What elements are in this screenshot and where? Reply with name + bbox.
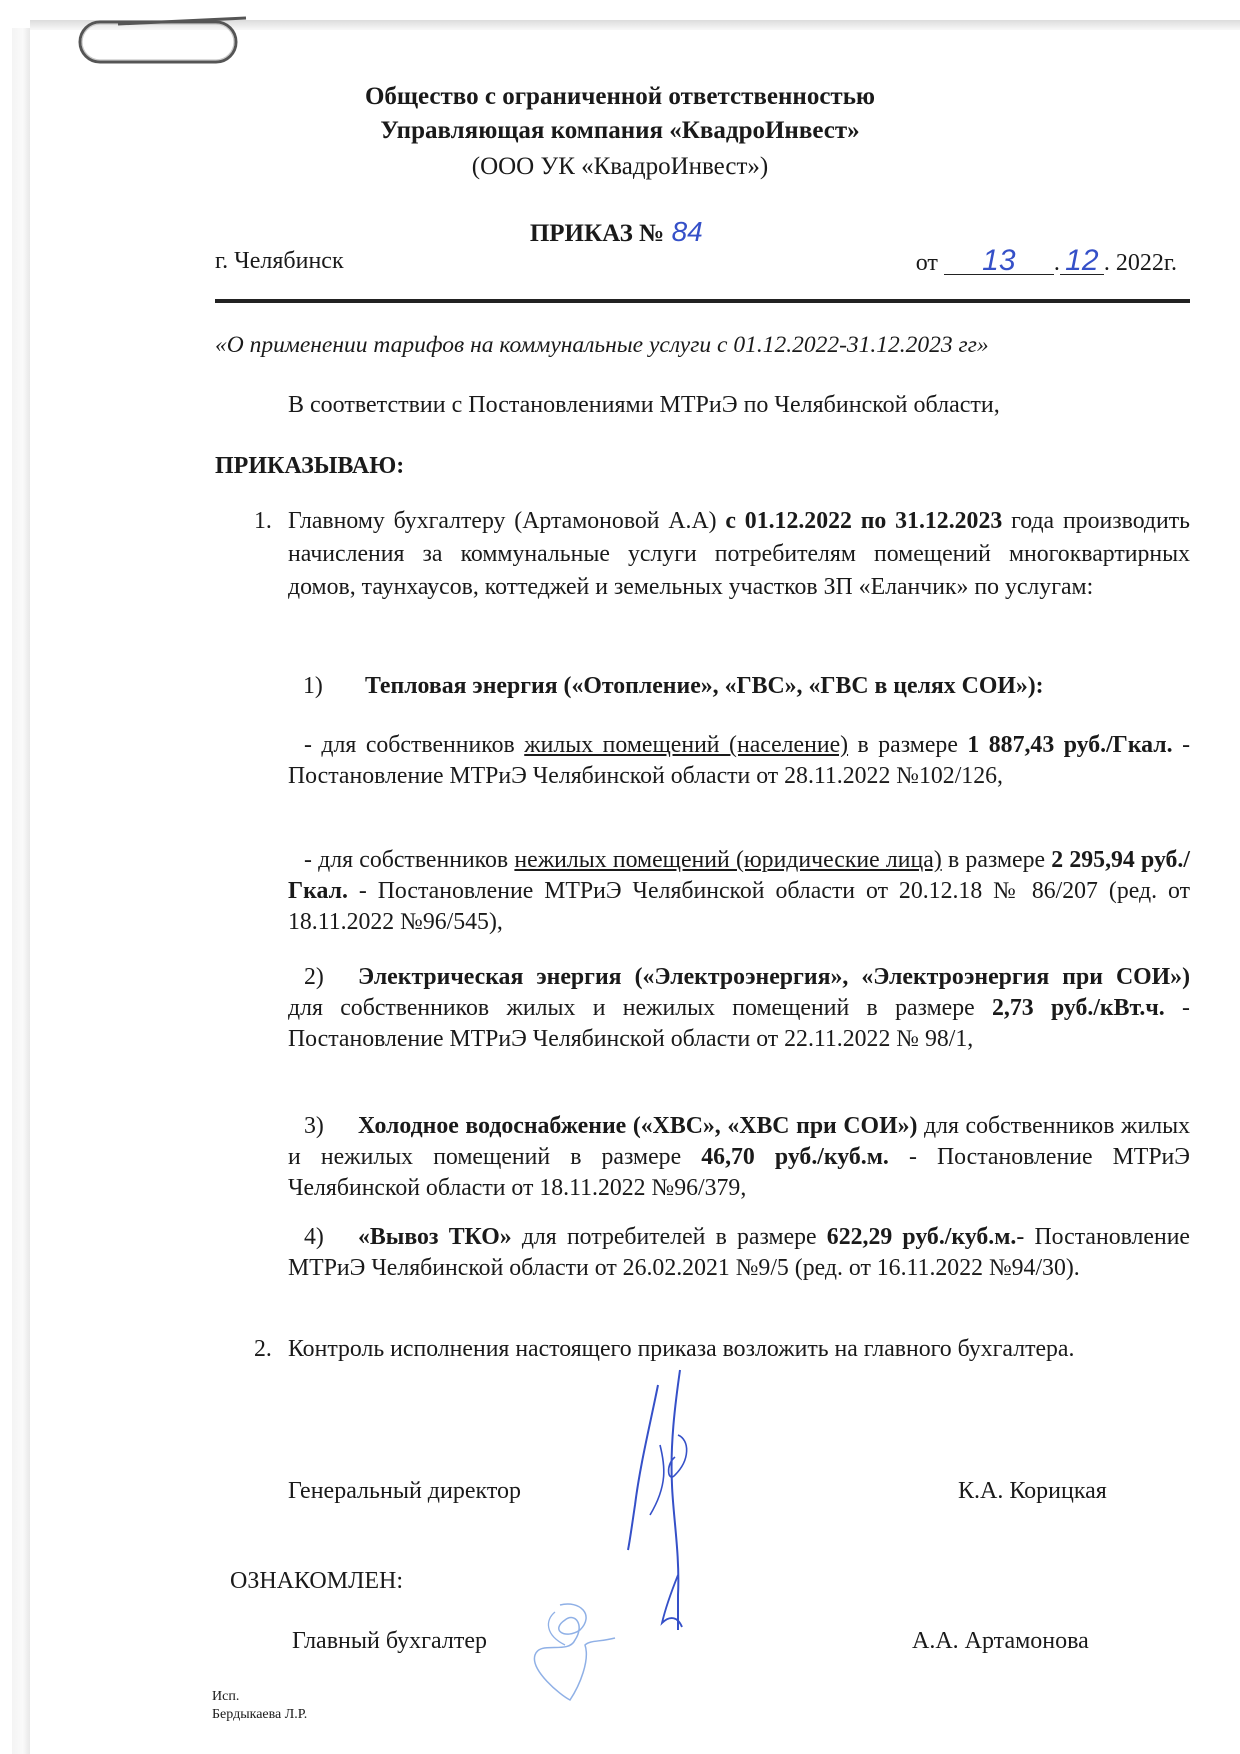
service-4: [288, 1222, 1190, 1284]
director-name: К.А. Корицкая: [958, 1478, 1107, 1504]
service-4-number: 4): [304, 1224, 324, 1250]
org-name-line2: Управляющая компания «КвадроИнвест»: [380, 117, 860, 144]
executor-name: Бердыкаева Л.Р.: [212, 1707, 308, 1722]
org-short-name: (ООО УК «КвадроИнвест»): [471, 153, 769, 180]
page-edge-left: [12, 28, 30, 1754]
service-1-heading: [288, 671, 1190, 702]
service-3-amount: 46,70 руб./куб.м.: [701, 1144, 889, 1170]
date-year: . 2022г.: [1103, 250, 1177, 276]
accountant-title: Главный бухгалтер: [292, 1628, 487, 1654]
order-item-1: [254, 505, 1190, 604]
acquainted-label: ОЗНАКОМЛЕН:: [230, 1568, 404, 1594]
order-title: [0, 216, 1240, 248]
service-2-title: Электрическая энергия («Электроэнергия», «Электроэнергия при СОИ»): [358, 964, 1190, 990]
executor-label: Исп.: [212, 1689, 240, 1704]
rate-amount: 1 887,43 руб./Гкал.: [967, 732, 1173, 758]
item-2-number: 2.: [254, 1336, 272, 1362]
rate-legal-basis: - Постановление МТРиЭ Челябинской области от 20.12.18 № 86/207 (ред. от 18.11.2022 №96/545),: [288, 878, 1190, 935]
service-1-title: Тепловая энергия («Отопление», «ГВС», «ГВС в целях СОИ»):: [364, 673, 1044, 699]
service-3-number: 3): [304, 1113, 324, 1139]
city: г. Челябинск: [215, 248, 344, 274]
rate-mid: в размере: [848, 732, 968, 758]
accountant-signature: [520, 1600, 640, 1705]
service-4-amount: 622,29 руб./куб.м.: [826, 1224, 1017, 1250]
service-2-legal-basis: - Постановление МТРиЭ Челябинской области от 22.11.2022 № 98/1,: [288, 995, 1190, 1052]
org-name-line1: Общество с ограниченной ответственностью: [364, 83, 876, 110]
header-divider: [215, 299, 1190, 303]
item-2-text: Контроль исполнения настоящего приказа возложить на главного бухгалтера.: [288, 1336, 1075, 1362]
service-1-rate-nonresidential: [288, 845, 1190, 938]
rate-category: нежилых помещений (юридические лица): [514, 847, 942, 873]
intro-text: В соответствии с Постановлениями МТРиЭ по Челябинской области,: [288, 392, 1000, 418]
service-3-title: Холодное водоснабжение («ХВС», «ХВС при СОИ»): [358, 1113, 918, 1139]
service-4-mid: для потребителей в размере: [511, 1224, 827, 1250]
service-4-legal-basis: - Постановление МТРиЭ Челябинской области от 26.02.2021 №9/5 (ред. от 16.11.2022 №94/30).: [288, 1224, 1190, 1281]
date-month: 12: [1060, 248, 1104, 275]
order-item-2: [254, 1333, 1190, 1366]
director-signature: [620, 1365, 730, 1635]
rate-prefix: - для собственников: [304, 732, 525, 758]
order-number: 84: [671, 216, 703, 247]
order-title-prefix: ПРИКАЗ №: [529, 220, 665, 247]
service-1-number: 1): [303, 673, 323, 699]
rate-amount: 2 295,94 руб./Гкал.: [288, 847, 1190, 904]
rate-category: жилых помещений (население): [524, 732, 849, 758]
service-3-mid: для собственников жилых и нежилых помещений в размере: [288, 1113, 1190, 1170]
order-date: от 13 . 12 . 2022г.: [915, 244, 1177, 277]
accountant-name: А.А. Артамонова: [912, 1628, 1089, 1654]
rate-prefix: - для собственников: [304, 847, 515, 873]
service-4-title: «Вывоз ТКО»: [358, 1224, 512, 1250]
service-2-number: 2): [304, 964, 324, 990]
service-3-legal-basis: - Постановление МТРиЭ Челябинской области от 18.11.2022 №96/379,: [288, 1144, 1191, 1201]
director-title: Генеральный директор: [288, 1478, 522, 1504]
paperclip-icon: [78, 14, 248, 66]
service-2: [288, 962, 1190, 1055]
date-day: 13: [944, 248, 1054, 275]
date-prefix: от: [915, 250, 938, 276]
item-1-text-a: Главному бухгалтеру (Артамоновой А.А): [288, 508, 726, 534]
rate-legal-basis: - Постановление МТРиЭ Челябинской области от 28.11.2022 №102/126,: [288, 732, 1190, 789]
rate-mid: в размере: [941, 847, 1052, 873]
service-3: [288, 1111, 1190, 1204]
service-2-mid: для собственников жилых и нежилых помещений в размере: [288, 995, 992, 1021]
service-1-rate-residential: [288, 730, 1190, 792]
item-1-period: с 01.12.2022 по 31.12.2023: [725, 508, 1003, 534]
order-subject: «О применении тарифов на коммунальные услуги с 01.12.2022-31.12.2023 гг»: [215, 332, 989, 358]
service-2-amount: 2,73 руб./кВт.ч.: [992, 995, 1165, 1021]
order-word: ПРИКАЗЫВАЮ:: [215, 453, 405, 479]
item-1-text-b: года производить начисления за коммунальные услуги потребителям помещений многоквартирных домов, таунхаусов, коттеджей и земельных участков ЗП «Еланчик» по услугам:: [288, 508, 1190, 600]
item-1-number: 1.: [254, 508, 272, 534]
